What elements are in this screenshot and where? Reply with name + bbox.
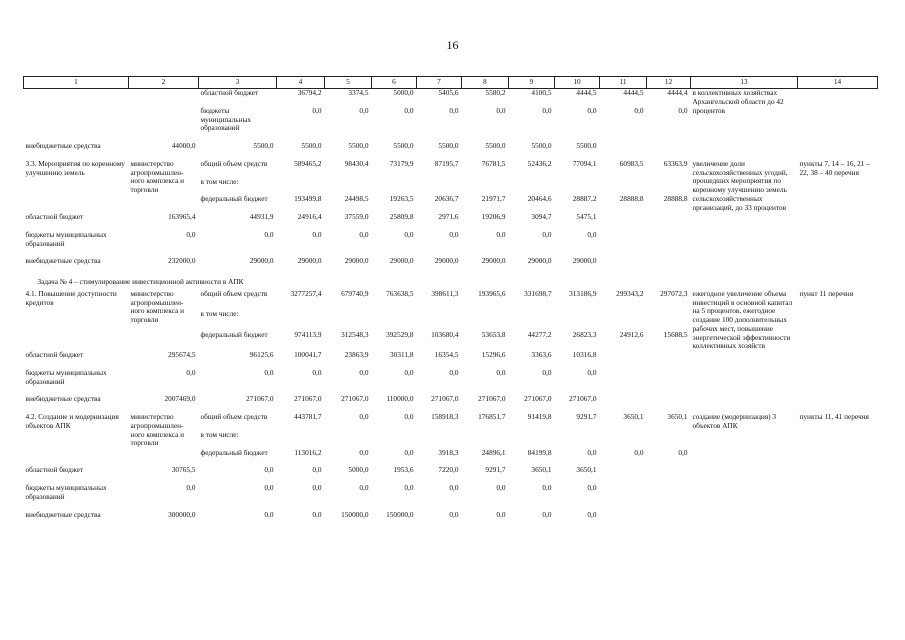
amount-cell: 4100,5 [531, 88, 552, 97]
amount-cell: 271067,0 [478, 394, 506, 404]
amount-cell: 60983,5 [619, 158, 644, 168]
table-row [24, 89, 878, 98]
amount-cell: 0,0 [678, 105, 688, 115]
amount-cell: 0,0 [404, 105, 414, 115]
column-number-2: 2 [129, 77, 199, 89]
table-body [24, 89, 878, 529]
amount-cell: 679740,9 [341, 288, 369, 298]
amount-cell: 3650,1 [576, 465, 597, 475]
amount-cell [555, 431, 600, 440]
table-row [24, 511, 878, 520]
amount-cell: 5500,0 [348, 141, 369, 150]
amount-cell: 3650,1 [623, 412, 644, 421]
amount-cell: 29000,0 [389, 256, 414, 266]
amount-cell: 0,0 [587, 483, 597, 492]
amount-cell [509, 178, 555, 187]
amount-cell: 3094,7 [531, 212, 552, 221]
table-row [24, 160, 878, 169]
amount-cell [600, 178, 647, 187]
funding-source: бюджеты муниципальных образований [25, 483, 107, 501]
amount-cell: 5500,0 [438, 141, 459, 150]
amount-cell: 3363,6 [531, 350, 552, 359]
amount-cell: 3277257,4 [290, 288, 322, 298]
amount-cell: 20636,7 [434, 194, 459, 204]
amount-cell: 0,0 [186, 483, 196, 492]
amount-cell: 91419,8 [527, 412, 552, 421]
amount-cell: 29000,0 [481, 256, 506, 266]
column-number-12: 12 [647, 77, 691, 89]
amount-cell: 4444,5 [576, 88, 597, 97]
measure-title [24, 89, 129, 134]
amount-cell [417, 310, 462, 321]
amount-cell [555, 178, 600, 187]
amount-cell [647, 178, 691, 187]
amount-cell: 0,0 [449, 483, 459, 492]
amount-cell: 5500,0 [531, 141, 552, 150]
amount-cell: 193965,6 [478, 288, 506, 298]
table-row [24, 213, 878, 222]
column-number-9: 9 [509, 77, 555, 89]
amount-cell: 0,0 [449, 105, 459, 115]
plan-points [798, 89, 878, 134]
table-row [24, 290, 878, 301]
amount-cell: 20464,6 [527, 194, 552, 204]
amount-cell: 5405,6 [438, 88, 459, 97]
measure-title: 4.1. Повышение доступности кредитов [25, 288, 117, 307]
column-number-10: 10 [555, 77, 600, 89]
amount-cell: 0,0 [404, 447, 414, 457]
amount-cell: 0,0 [312, 105, 322, 115]
amount-cell: 5000,0 [348, 465, 369, 475]
table-row [24, 142, 878, 151]
plan-points: пункты 11, 41 перечня [799, 412, 869, 421]
funding-source: областной бюджет [25, 350, 84, 359]
amount-cell: 589465,2 [294, 158, 322, 168]
amount-cell: 232000,0 [168, 256, 196, 266]
funding-source: внебюджетные средства [25, 394, 101, 404]
amount-cell [277, 178, 325, 187]
amount-cell: 2971,6 [438, 212, 459, 221]
amount-cell: 29000,0 [249, 256, 274, 266]
amount-cell [555, 310, 600, 321]
amount-cell: 443781,7 [294, 412, 322, 421]
amount-cell: 29000,0 [344, 256, 369, 266]
amount-cell: 271067,0 [569, 394, 597, 404]
executor: министерство агропромышлен-ного комплекса и торговли [130, 412, 185, 448]
amount-cell: 96125,6 [249, 350, 274, 359]
amount-cell: 0,0 [449, 509, 459, 519]
amount-cell [462, 431, 509, 440]
amount-cell: 0,0 [542, 483, 552, 492]
amount-cell: 30311,8 [390, 350, 414, 359]
amount-cell: 0,0 [186, 229, 196, 239]
amount-cell: 0,0 [404, 412, 414, 421]
amount-cell: 84199,8 [527, 447, 552, 457]
amount-cell: 0,0 [264, 229, 274, 239]
column-number-5: 5 [325, 77, 372, 89]
amount-cell: 0,0 [496, 229, 506, 239]
amount-cell: 24498,5 [344, 194, 369, 204]
amount-cell [372, 178, 417, 187]
amount-cell: 103680,4 [431, 329, 459, 339]
amount-cell: 15688,5 [663, 329, 688, 339]
expected-result: ежегодное увеличение объема инвестиций в основной капитал на 5 процентов, ежегодное создание 100 дополнительных рабочих мест, повышение энергетической эффективности коллективных хозяйств [692, 288, 793, 351]
amount-cell: 0,0 [678, 447, 688, 457]
column-number-7: 7 [417, 77, 462, 89]
funding-source: общий объем средств [200, 288, 268, 298]
amount-cell: 176851,7 [478, 412, 506, 421]
amount-cell: 158918,3 [431, 412, 459, 421]
table-row [24, 395, 878, 404]
amount-cell: 300000,0 [168, 509, 196, 519]
amount-cell: 15296,6 [481, 350, 506, 359]
amount-cell: 150000,0 [386, 509, 414, 519]
amount-cell: 98430,4 [344, 158, 369, 168]
funding-source: федеральный бюджет [200, 329, 268, 339]
amount-cell [600, 431, 647, 440]
spacer [199, 422, 878, 431]
amount-cell: 24916,4 [297, 212, 322, 221]
amount-cell: 5580,2 [485, 88, 506, 97]
column-number-1: 1 [24, 77, 129, 89]
amount-cell: 28887,2 [572, 194, 597, 204]
amount-cell [462, 310, 509, 321]
amount-cell: 5000,0 [393, 88, 414, 97]
amount-cell: 19206,9 [481, 212, 506, 221]
column-number-8: 8 [462, 77, 509, 89]
row-gap [24, 266, 878, 275]
amount-cell: 0,0 [359, 229, 369, 239]
funding-source: в том числе: [200, 176, 239, 186]
amount-cell: 0,0 [496, 105, 506, 115]
funding-source: в том числе: [200, 429, 239, 439]
amount-cell: 0,0 [587, 447, 597, 457]
amount-cell [462, 178, 509, 187]
amount-cell: 25809,8 [389, 212, 414, 221]
column-number-14: 14 [798, 77, 878, 89]
amount-cell: 0,0 [359, 105, 369, 115]
table-row [24, 257, 878, 266]
amount-cell: 7220,0 [438, 465, 459, 475]
amount-cell: 77094,1 [572, 158, 597, 168]
amount-cell: 9291,7 [576, 412, 597, 421]
amount-cell: 100041,7 [294, 350, 322, 359]
funding-source: областной бюджет [200, 88, 259, 97]
amount-cell: 44000,0 [171, 141, 196, 150]
amount-cell: 2007469,0 [164, 394, 196, 404]
amount-cell [325, 431, 372, 440]
amount-cell: 3374,5 [348, 88, 369, 97]
amount-cell: 0,0 [312, 509, 322, 519]
amount-cell: 0,0 [359, 447, 369, 457]
column-number-row [24, 77, 878, 89]
amount-cell: 0,0 [312, 367, 322, 377]
funding-source: в том числе: [200, 309, 239, 319]
amount-cell: 44931,9 [249, 212, 274, 221]
amount-cell [372, 431, 417, 440]
amount-cell: 299343,2 [616, 288, 644, 298]
funding-source: бюджеты муниципальных образований [200, 105, 252, 133]
table-row [24, 231, 878, 249]
amount-cell [509, 431, 555, 440]
amount-cell: 9291,7 [485, 465, 506, 475]
amount-cell: 0,0 [264, 509, 274, 519]
expected-result: увеличение доли сельскохозяйственных угодий, прошедших мероприятия по коренному улучшению земель сельскохозяйственных организаций, до 33 процентов [692, 158, 788, 212]
amount-cell: 19263,5 [389, 194, 414, 204]
amount-cell: 0,0 [587, 229, 597, 239]
amount-cell: 63363,9 [663, 158, 688, 168]
table-row [24, 413, 878, 422]
amount-cell: 0,0 [542, 105, 552, 115]
amount-cell: 398611,3 [431, 288, 459, 298]
amount-cell: 0,0 [186, 367, 196, 377]
amount-cell: 10316,8 [572, 350, 597, 359]
column-number-3: 3 [199, 77, 277, 89]
amount-cell: 5500,0 [576, 141, 597, 150]
spacer [24, 519, 878, 528]
amount-cell: 0,0 [404, 229, 414, 239]
funding-source: внебюджетные средства [25, 141, 101, 150]
amount-cell: 0,0 [359, 412, 369, 421]
amount-cell: 0,0 [496, 483, 506, 492]
amount-cell: 0,0 [587, 509, 597, 519]
spacer [24, 266, 878, 275]
amount-cell: 392529,8 [386, 329, 414, 339]
amount-cell: 28888,8 [619, 194, 644, 204]
amount-cell: 0,0 [634, 105, 644, 115]
amount-cell: 110000,0 [386, 394, 414, 404]
amount-cell: 29000,0 [434, 256, 459, 266]
amount-cell [417, 431, 462, 440]
amount-cell: 0,0 [542, 509, 552, 519]
amount-cell: 271067,0 [341, 394, 369, 404]
amount-cell: 4444,5 [623, 88, 644, 97]
column-number-4: 4 [277, 77, 325, 89]
task-row [24, 275, 878, 290]
amount-cell: 0,0 [587, 367, 597, 377]
amount-cell: 0,0 [312, 483, 322, 492]
amount-cell [277, 310, 325, 321]
amount-cell: 0,0 [496, 367, 506, 377]
amount-cell: 0,0 [542, 229, 552, 239]
amount-cell: 76781,5 [481, 158, 506, 168]
amount-cell: 295674,5 [168, 350, 196, 359]
amount-cell: 36794,2 [297, 88, 322, 97]
amount-cell: 0,0 [634, 447, 644, 457]
amount-cell: 4444,4 [667, 88, 688, 97]
amount-cell: 28888,8 [663, 194, 688, 204]
amount-cell: 3650,1 [531, 465, 552, 475]
amount-cell: 0,0 [264, 483, 274, 492]
amount-cell: 0,0 [359, 483, 369, 492]
amount-cell: 5500,0 [485, 141, 506, 150]
measure-title: 3.3. Мероприятия по коренному улучшению земель [25, 158, 125, 177]
amount-cell: 3650,1 [667, 412, 688, 421]
amount-cell [277, 431, 325, 440]
amount-cell: 0,0 [404, 483, 414, 492]
funding-source: внебюджетные средства [25, 256, 101, 266]
amount-cell: 44277,2 [527, 329, 552, 339]
amount-cell: 24896,1 [481, 447, 506, 457]
funding-source: общий объем средств [200, 412, 268, 421]
amount-cell: 150000,0 [341, 509, 369, 519]
page-number: 16 [446, 38, 459, 52]
amount-cell: 5500,0 [253, 141, 274, 150]
amount-cell: 271067,0 [431, 394, 459, 404]
amount-cell [600, 310, 647, 321]
executor: министерство агропромышлен-ного комплекса и торговли [130, 158, 185, 194]
amount-cell: 0,0 [449, 229, 459, 239]
amount-cell: 974113,9 [294, 329, 322, 339]
amount-cell: 297072,3 [660, 288, 688, 298]
amount-cell: 5500,0 [393, 141, 414, 150]
amount-cell: 0,0 [404, 367, 414, 377]
amount-cell: 1953,6 [393, 465, 414, 475]
table-row [24, 466, 878, 475]
amount-cell: 0,0 [587, 105, 597, 115]
funding-source: федеральный бюджет [200, 194, 268, 204]
amount-cell: 16354,5 [434, 350, 459, 359]
amount-cell [325, 178, 372, 187]
amount-cell [372, 310, 417, 321]
amount-cell: 29000,0 [572, 256, 597, 266]
amount-cell: 271067,0 [246, 394, 274, 404]
amount-cell: 53653,8 [481, 329, 506, 339]
amount-cell: 0,0 [542, 367, 552, 377]
column-number-13: 13 [691, 77, 798, 89]
amount-cell: 0,0 [264, 367, 274, 377]
plan-points: пункт 11 перечня [799, 288, 854, 298]
amount-cell [647, 310, 691, 321]
amount-cell: 0,0 [496, 509, 506, 519]
amount-cell: 163965,4 [168, 212, 196, 221]
table-row [24, 351, 878, 360]
funding-source: областной бюджет [25, 212, 84, 221]
amount-cell: 52436,2 [527, 158, 552, 168]
row-gap [24, 519, 878, 528]
amount-cell [509, 310, 555, 321]
funding-source: бюджеты муниципальных образований [25, 367, 107, 386]
amount-cell: 73179,9 [389, 158, 414, 168]
amount-cell: 0,0 [312, 465, 322, 475]
amount-cell: 331698,7 [524, 288, 552, 298]
task-title: Задача № 4 – стимулирование инвестиционной активности в АПК [37, 277, 244, 286]
funding-source: бюджеты муниципальных образований [25, 229, 107, 248]
column-number-6: 6 [372, 77, 417, 89]
expected-result: создание (модернизация) 3 объектов АПК [692, 412, 777, 430]
amount-cell: 26823,3 [572, 329, 597, 339]
amount-cell: 30765,5 [171, 465, 196, 475]
amount-cell: 313186,9 [569, 288, 597, 298]
funding-source: областной бюджет [25, 465, 84, 475]
executor: министерство агропромышлен-ного комплекса и торговли [130, 288, 185, 324]
amount-cell: 271067,0 [524, 394, 552, 404]
executor [129, 89, 199, 134]
amount-cell: 113016,2 [294, 447, 322, 457]
amount-cell: 29000,0 [297, 256, 322, 266]
table-row [24, 369, 878, 387]
table-row [24, 484, 878, 502]
amount-cell: 37559,0 [344, 212, 369, 221]
amount-cell [647, 431, 691, 440]
amount-cell: 21971,7 [481, 194, 506, 204]
amount-cell: 29000,0 [527, 256, 552, 266]
funding-source: федеральный бюджет [200, 447, 268, 457]
funding-source: общий объем средств [200, 158, 268, 168]
amount-cell: 271067,0 [294, 394, 322, 404]
amount-cell: 312548,3 [341, 329, 369, 339]
amount-cell: 5500,0 [301, 141, 322, 150]
amount-cell: 24912,6 [619, 329, 644, 339]
amount-cell: 193499,8 [294, 194, 322, 204]
column-number-11: 11 [600, 77, 647, 89]
amount-cell: 0,0 [359, 367, 369, 377]
amount-cell: 0,0 [312, 229, 322, 239]
plan-points: пункты 7, 14 – 16, 21 – 22, 38 – 40 перечня [799, 158, 870, 177]
amount-cell: 0,0 [449, 367, 459, 377]
amount-cell: 87195,7 [434, 158, 459, 168]
measure-title: 4.2. Создание и модернизация объектов АПК [25, 412, 119, 430]
expected-result: в коллективных хозяйствах Архангельской области до 42 процентов [692, 88, 784, 115]
amount-cell: 763638,5 [386, 288, 414, 298]
amount-cell [325, 310, 372, 321]
funding-source: внебюджетные средства [25, 509, 101, 519]
program-table [23, 76, 878, 528]
amount-cell: 3918,3 [438, 447, 459, 457]
amount-cell [417, 178, 462, 187]
amount-cell: 0,0 [264, 465, 274, 475]
amount-cell: 5475,1 [576, 212, 597, 221]
amount-cell: 23863,9 [344, 350, 369, 359]
